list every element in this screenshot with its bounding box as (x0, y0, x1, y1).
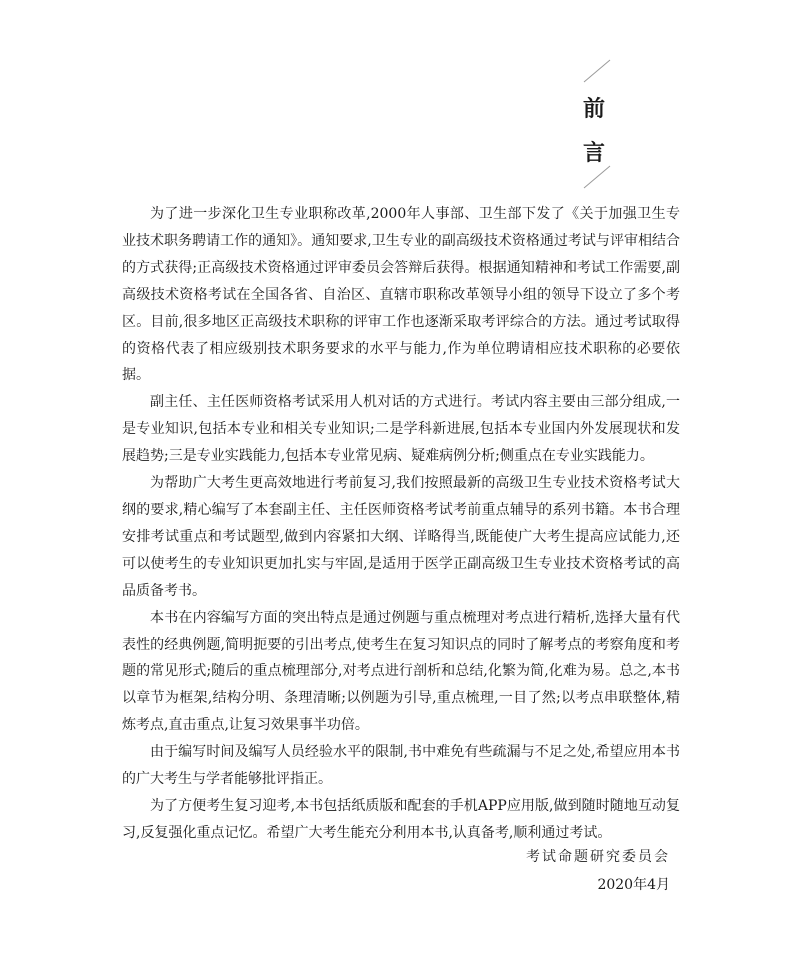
paragraph-3: 为帮助广大考生更高效地进行考前复习,我们按照最新的高级卫生专业技术资格考试大纲的要求,精心编写了本套副主任、主任医师资格考试考前重点辅导的系列书籍。本书合理安排考试重点和考试题型,做到内容紧扣大纲、详略得当,既能使广大考生提高应试能力,还可以使考生的专业知识更加扎实与牢固,是适用于医学正副高级卫生专业技术资格考试的高品质备考书。 (122, 475, 680, 599)
paragraph-5: 由于编写时间及编写人员经验水平的限制,书中难免有些疏漏与不足之处,希望应用本书的广大考生与学者能够批评指正。 (122, 744, 680, 788)
preface-body (122, 201, 680, 847)
paragraph-2: 副主任、主任医师资格考试采用人机对话的方式进行。考试内容主要由三部分组成,一是专业知识,包括本专业和相关专业知识;二是学科新进展,包括本专业国内外发展现状和发展趋势;三是专业实践能力,包括本专业常见病、疑难病例分析;侧重点在专业实践能力。 (122, 394, 680, 465)
top-divider-line (582, 58, 612, 84)
paragraph-1: 为了进一步深化卫生专业职称改革,2000年人事部、卫生部下发了《关于加强卫生专业技术职务聘请工作的通知》。通知要求,卫生专业的副高级技术资格通过考试与评审相结合的方式获得;正高级技术资格通过评审委员会答辩后获得。根据通知精神和考试工作需要,副高级技术资格考试在全国各省、自治区、直辖市职称改革领导小组的领导下设立了多个考区。目前,很多地区正高级技术职称的评审工作也逐渐采取考评综合的方法。通过考试取得的资格代表了相应级别技术职务要求的水平与能力,作为单位聘请相应技术职称的必要依据。 (122, 206, 680, 384)
bottom-divider-line (582, 164, 612, 190)
signature-org: 考试命题研究委员会 (526, 849, 670, 865)
paragraph-6: 为了方便考生复习迎考,本书包括纸质版和配套的手机APP应用版,做到随时随地互动复习,反复强化重点记忆。希望广大考生能充分利用本书,认真备考,顺利通过考试。 (122, 797, 680, 841)
title-char-1: 前 (582, 96, 605, 122)
title-char-2: 言 (582, 140, 605, 166)
signature-date: 2020年4月 (597, 877, 670, 893)
signature-block (526, 843, 670, 899)
paragraph-4: 本书在内容编写方面的突出特点是通过例题与重点梳理对考点进行精析,选择大量有代表性的经典例题,简明扼要的引出考点,使考生在复习知识点的同时了解考点的考察角度和考题的常见形式;随后的重点梳理部分,对考点进行剖析和总结,化繁为简,化难为易。总之,本书以章节为框架,结构分明、条理清晰;以例题为引导,重点梳理,一目了然;以考点串联整体,精炼考点,直击重点,让复习效果事半功倍。 (122, 609, 680, 734)
